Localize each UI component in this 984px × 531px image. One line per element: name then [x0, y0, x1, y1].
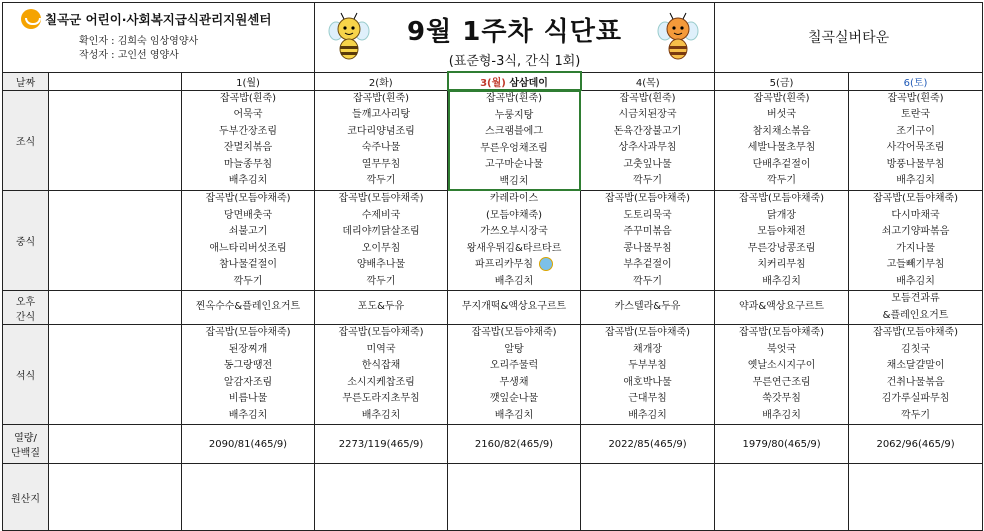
menu-item: 돈육간장불고기: [613, 125, 682, 137]
menu-item: 열무무침: [361, 158, 401, 170]
menu-item: 시금치된장국: [618, 109, 677, 121]
menu-item: 채개장: [633, 343, 663, 355]
energy-label-line2: 단백질: [11, 448, 40, 459]
menu-item: 당면배춧국: [223, 209, 273, 221]
dinner-cell: [315, 325, 448, 425]
menu-item: 소시지케찹조림: [347, 376, 415, 388]
menu-item: 배추김치: [361, 409, 401, 421]
confirmer: 확인자 : 김희숙 임상영양사: [79, 36, 199, 47]
dinner-row: [3, 325, 983, 425]
menu-item: 쇠불고기: [228, 226, 268, 237]
energy-label-line1: 열량/: [14, 433, 37, 444]
breakfast-label: 조식: [3, 90, 49, 191]
energy-value: 2160/82(465/9): [448, 425, 581, 464]
menu-item: 무지개떡&액상요구르트: [461, 301, 567, 313]
menu-item: 고구마순나물: [485, 159, 543, 170]
menu-item: 스크램블에그: [485, 126, 543, 137]
lunch-cell: [182, 191, 315, 291]
menu-item: 된장찌개: [228, 343, 268, 355]
menu-item: 배추김치: [762, 275, 801, 287]
menu-item: &플레인요거트: [882, 309, 949, 321]
menu-item: 깍두기: [366, 175, 396, 187]
menu-item: 배추김치: [896, 275, 935, 287]
blank-cell: [49, 325, 182, 425]
menu-item: 조기구이: [896, 125, 935, 137]
menu-item: 건취나물볶음: [886, 376, 945, 388]
day-header: 2(화): [315, 72, 448, 90]
menu-item: 배추김치: [228, 409, 268, 421]
date-label: 날짜: [3, 72, 49, 90]
blank-cell: [49, 72, 182, 90]
menu-item: 잡곡밥(모듬야채죽): [338, 193, 424, 204]
page-subtitle: (표준형-3식, 간식 1회): [448, 54, 581, 69]
menu-item: 왕새우튀김&타르타르: [466, 242, 562, 254]
menu-item: 무생채: [499, 376, 529, 388]
menu-item: 참치채소볶음: [752, 125, 811, 137]
lunch-cell: [849, 191, 983, 291]
snack-label-line2: 간식: [15, 311, 36, 323]
menu-item: 알탕: [504, 343, 524, 355]
menu-item: 세발나물초무침: [747, 142, 816, 154]
menu-item: 알감자조림: [223, 376, 273, 388]
menu-item: 오이무침: [361, 242, 401, 254]
energy-value: 2090/81(465/9): [182, 425, 315, 464]
menu-item: 무른우엉채조림: [480, 142, 548, 154]
menu-item: 깍두기: [233, 275, 263, 287]
menu-item: 오리주물럭: [489, 360, 539, 371]
origin-cell: [581, 464, 715, 531]
blank-cell: [49, 90, 182, 191]
day-header: 1(월): [182, 72, 315, 90]
origin-cell: [715, 464, 849, 531]
menu-item: 동그랑땡전: [223, 360, 273, 371]
menu-item: (모듬야채죽): [485, 209, 543, 221]
menu-item: 배추김치: [896, 175, 935, 187]
menu-item: 누룽지탕: [494, 109, 534, 121]
dinner-cell: [715, 325, 849, 425]
menu-item: 상추사과무침: [618, 142, 677, 154]
menu-item: 무른연근조림: [752, 376, 811, 388]
menu-item: 애느타리버섯조림: [209, 242, 287, 254]
menu-item: 모듬견과류: [891, 293, 940, 304]
menu-item: 잡곡밥(모듬야채죽): [739, 193, 825, 204]
menu-item: 비름나물: [228, 393, 268, 404]
menu-item: 잡곡밥(모듬야채죽): [873, 327, 959, 338]
origin-cell: [448, 464, 581, 531]
org-name: 칠곡군 어린이·사회복지급식관리지원센터: [45, 12, 272, 27]
menu-item: 모듬야채전: [757, 226, 806, 237]
snack-cell: [315, 291, 448, 325]
menu-item: 잔멸치볶음: [223, 142, 273, 154]
energy-row: [3, 425, 983, 464]
menu-item: 토란국: [901, 109, 931, 121]
menu-item: 한식잡채: [361, 360, 401, 371]
menu-item: 도토리묵국: [623, 209, 672, 221]
menu-item: 옛날소시지구이: [747, 360, 816, 371]
blank-cell: [49, 191, 182, 291]
menu-item: 깍두기: [633, 175, 663, 187]
menu-item: 깍두기: [366, 275, 396, 287]
energy-value: 2022/85(465/9): [581, 425, 715, 464]
dinner-cell: [448, 325, 581, 425]
day-header-saturday: 6(토): [849, 72, 983, 90]
menu-item: 방풍나물무침: [886, 158, 945, 170]
menu-item: 잡곡밥(모듬야채죽): [604, 327, 691, 338]
dinner-cell: [182, 325, 315, 425]
page-title: 9월 1주차 식단표: [407, 17, 623, 47]
menu-item: 깍두기: [767, 175, 797, 187]
author: 작성자 : 고인선 영양사: [79, 50, 179, 61]
breakfast-cell: [849, 90, 983, 191]
menu-item: 잡곡밥(모듬야채죽): [471, 327, 557, 338]
breakfast-cell: [182, 90, 315, 191]
breakfast-cell: [448, 90, 581, 191]
snack-cell: [715, 291, 849, 325]
menu-item: 고들빼기무침: [886, 259, 945, 270]
menu-item: 가지나물: [896, 242, 935, 254]
lunch-row: [3, 191, 983, 291]
title-cell: [315, 3, 715, 73]
bee-icon: [327, 11, 371, 61]
bee-icon: [656, 11, 700, 61]
blank-cell: [49, 425, 182, 464]
origin-label: 원산지: [3, 464, 49, 531]
menu-item: 채소달걀말이: [886, 360, 945, 371]
breakfast-row: [3, 90, 983, 191]
origin-row: [3, 464, 983, 531]
menu-item: 김가루실파무침: [881, 393, 950, 404]
menu-item: 쇠고기양파볶음: [881, 226, 950, 237]
menu-item: 사각어묵조림: [886, 142, 945, 154]
dinner-cell: [849, 325, 983, 425]
menu-item: 애호박나물: [623, 376, 672, 388]
menu-item: 깻잎순나물: [489, 393, 539, 404]
lunch-label: 중식: [3, 191, 49, 291]
menu-item: 북엇국: [767, 343, 797, 355]
menu-item: 코다리양념조림: [347, 125, 415, 137]
menu-item: 배추김치: [762, 409, 801, 421]
menu-item: 잡곡밥(모듬야채죽): [873, 193, 959, 204]
origin-cell: [315, 464, 448, 531]
breakfast-cell: [715, 90, 849, 191]
menu-item: 가쓰오부시장국: [480, 226, 548, 237]
menu-item: 잡곡밥(모듬야채죽): [205, 327, 291, 338]
menu-item: 두부부침: [628, 360, 667, 371]
dinner-cell: [581, 325, 715, 425]
menu-item: 들깨고사리탕: [352, 109, 410, 121]
energy-value: 2062/96(465/9): [849, 425, 983, 464]
menu-item: 데리야끼닭살조림: [342, 226, 420, 237]
lunch-cell: [448, 191, 581, 291]
origin-cell: [182, 464, 315, 531]
menu-item: 치커리무침: [757, 259, 806, 270]
menu-item: 김칫국: [901, 343, 931, 355]
snack-cell: [448, 291, 581, 325]
breakfast-cell: [315, 90, 448, 191]
menu-item: 쑥갓무침: [762, 393, 801, 404]
org-header: [3, 3, 315, 73]
menu-item: 부추겉절이: [623, 259, 672, 270]
menu-item: 고춧잎나물: [623, 158, 672, 170]
date-row: [3, 72, 983, 90]
menu-item: 잡곡밥(모듬야채죽): [205, 193, 291, 204]
snack-row: [3, 291, 983, 325]
energy-label: [3, 425, 49, 464]
menu-item: 백김치: [499, 175, 529, 187]
menu-item: 배추김치: [494, 409, 534, 421]
snack-cell: [849, 291, 983, 325]
lunch-cell: [715, 191, 849, 291]
menu-item: 어묵국: [233, 109, 263, 121]
menu-item: 마늘종무침: [223, 158, 273, 170]
menu-item: 잡곡밥(모듬야채죽): [739, 327, 825, 338]
energy-value: 2273/119(465/9): [315, 425, 448, 464]
menu-item: 배추김치: [494, 275, 534, 287]
origin-cell: [849, 464, 983, 531]
menu-item: 두부간장조림: [219, 125, 277, 137]
day-number: 3(월): [480, 77, 506, 89]
menu-item: 다시마채국: [891, 209, 940, 221]
menu-item: 수제비국: [361, 209, 401, 221]
lunch-cell: [315, 191, 448, 291]
snack-label-line1: 오후: [15, 296, 36, 308]
snack-label: [3, 291, 49, 325]
menu-item: 배추김치: [228, 175, 268, 187]
day-header: 5(금): [715, 72, 849, 90]
dinner-label: 석식: [3, 325, 49, 425]
menu-item: 잡곡밥(흰죽): [352, 92, 410, 104]
menu-item: 닭개장: [767, 209, 797, 221]
day-header-special: [448, 72, 581, 90]
menu-item: 잡곡밥(흰죽): [753, 92, 810, 104]
menu-item: 약과&액상요구르트: [739, 301, 825, 313]
snack-cell: [581, 291, 715, 325]
menu-item: 참나물겉절이: [219, 259, 277, 270]
menu-item: 잡곡밥(흰죽): [219, 92, 277, 104]
blank-cell: [49, 291, 182, 325]
menu-item: 버섯국: [767, 109, 797, 121]
menu-table: [2, 2, 983, 531]
day-event: 삼삼데이: [509, 77, 548, 89]
menu-item: 파프리카무침: [448, 257, 580, 274]
menu-item: 근대무침: [628, 393, 667, 404]
menu-item: 무른강낭콩조림: [747, 242, 816, 254]
blank-cell: [49, 464, 182, 531]
lunch-cell: [581, 191, 715, 291]
menu-item: 잡곡밥(모듬야채죽): [604, 193, 691, 204]
menu-item: 포도&두유: [357, 301, 405, 313]
menu-item: 숙주나물: [361, 142, 401, 154]
menu-item: 카레라이스: [489, 193, 539, 204]
menu-item: 미역국: [366, 343, 396, 355]
menu-item: 잡곡밥(흰죽): [619, 92, 676, 104]
menu-item: 단배추겉절이: [752, 158, 811, 170]
snack-cell: [182, 291, 315, 325]
menu-item: 찐옥수수&플레인요거트: [195, 301, 301, 313]
menu-item: 잡곡밥(흰죽): [887, 92, 944, 104]
menu-item: 주꾸미볶음: [623, 226, 672, 237]
menu-item: 배추김치: [628, 409, 667, 421]
menu-item: 깍두기: [633, 275, 663, 287]
day-header: 4(목): [581, 72, 715, 90]
menu-item: 잡곡밥(모듬야채죽): [338, 327, 424, 338]
energy-value: 1979/80(465/9): [715, 425, 849, 464]
menu-item: 콩나물무침: [623, 242, 672, 254]
menu-item: 양배추나물: [356, 259, 406, 270]
globe-icon: [539, 257, 553, 271]
institution-name: 칠곡실버타운: [715, 3, 983, 73]
menu-item: 카스텔라&두유: [614, 301, 681, 313]
menu-item: 깍두기: [901, 409, 931, 421]
menu-item: 잡곡밥(흰죽): [485, 93, 543, 104]
breakfast-cell: [581, 90, 715, 191]
smile-logo-icon: [21, 9, 41, 29]
menu-item: 무른도라지초무침: [342, 393, 420, 404]
